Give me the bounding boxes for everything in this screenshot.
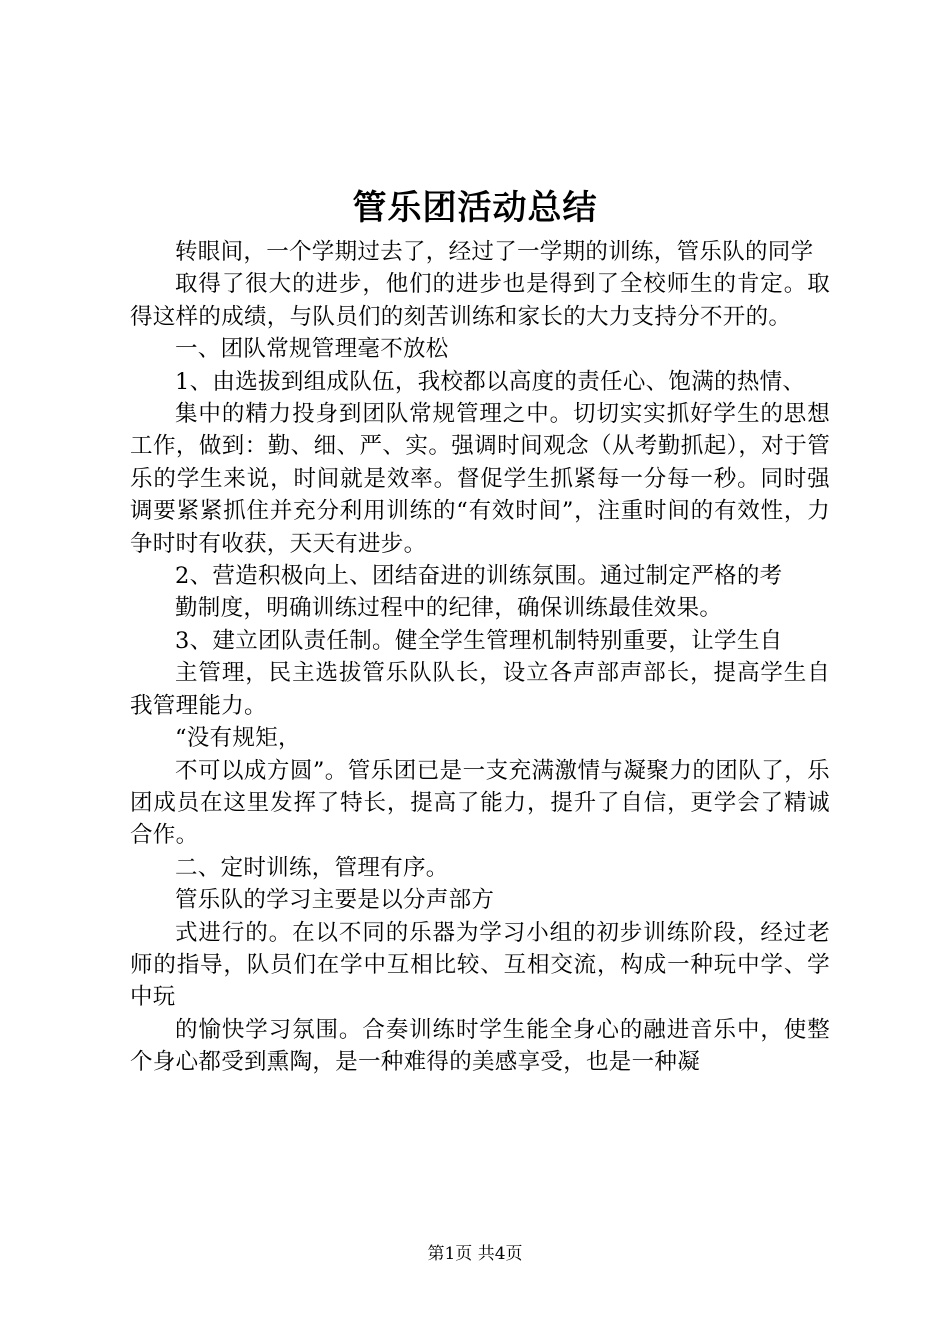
paragraph: 不可以成方圆”。管乐团已是一支充满激情与凝聚力的团队了，乐团成员在这里发挥了特长，提高了能力，提升了自信，更学会了精诚合作。: [130, 757, 830, 849]
paragraph: 勤制度，明确训练过程中的纪律，确保训练最佳效果。: [175, 595, 723, 622]
paragraph: 1、由选拔到组成队伍，我校都以高度的责任心、饱满的热情、: [175, 368, 806, 395]
paragraph: 集中的精力投身到团队常规管理之中。切切实实抓好学生的思想工作，做到：勤、细、严、实。强调时间观念（从考勤抓起），对于管乐的学生来说，时间就是效率。督促学生抓紧每一分每一秒。同时强调要紧紧抓住并充分利用训练的“有效时间”，注重时间的有效性，力争时时有收获，天天有进步。: [130, 401, 830, 557]
paragraph: 2、营造积极向上、团结奋进的训练氛围。通过制定严格的考: [175, 563, 783, 590]
section-heading: 一、团队常规管理毫不放松: [175, 336, 449, 363]
document-title: 管乐团活动总结: [352, 188, 598, 228]
paragraph: “没有规矩，: [175, 725, 301, 752]
paragraph: 的愉快学习氛围。合奏训练时学生能全身心的融进音乐中，使整个身心都受到熏陶，是一种难得的美感享受，也是一种凝: [130, 1016, 830, 1076]
paragraph: 主管理，民主选拔管乐队队长，设立各声部声部长，提高学生自我管理能力。: [130, 660, 830, 719]
page-number-footer: 第1页 共4页: [427, 1244, 523, 1264]
paragraph: 管乐队的学习主要是以分声部方: [175, 887, 495, 914]
paragraph: 3、建立团队责任制。健全学生管理机制特别重要，让学生自: [175, 627, 783, 654]
document-body: [130, 236, 830, 1079]
paragraph: 转眼间，一个学期过去了，经过了一学期的训练，管乐队的同学: [175, 239, 814, 265]
paragraph: 取得了很大的进步，他们的进步也是得到了全校师生的肯定。取得这样的成绩，与队员们的刻苦训练和家长的大力支持分不开的。: [130, 271, 830, 330]
paragraph: 式进行的。在以不同的乐器为学习小组的初步训练阶段，经过老师的指导，队员们在学中互相比较、互相交流，构成一种玩中学、学中玩: [130, 919, 830, 1011]
section-heading: 二、定时训练，管理有序。: [175, 854, 449, 881]
